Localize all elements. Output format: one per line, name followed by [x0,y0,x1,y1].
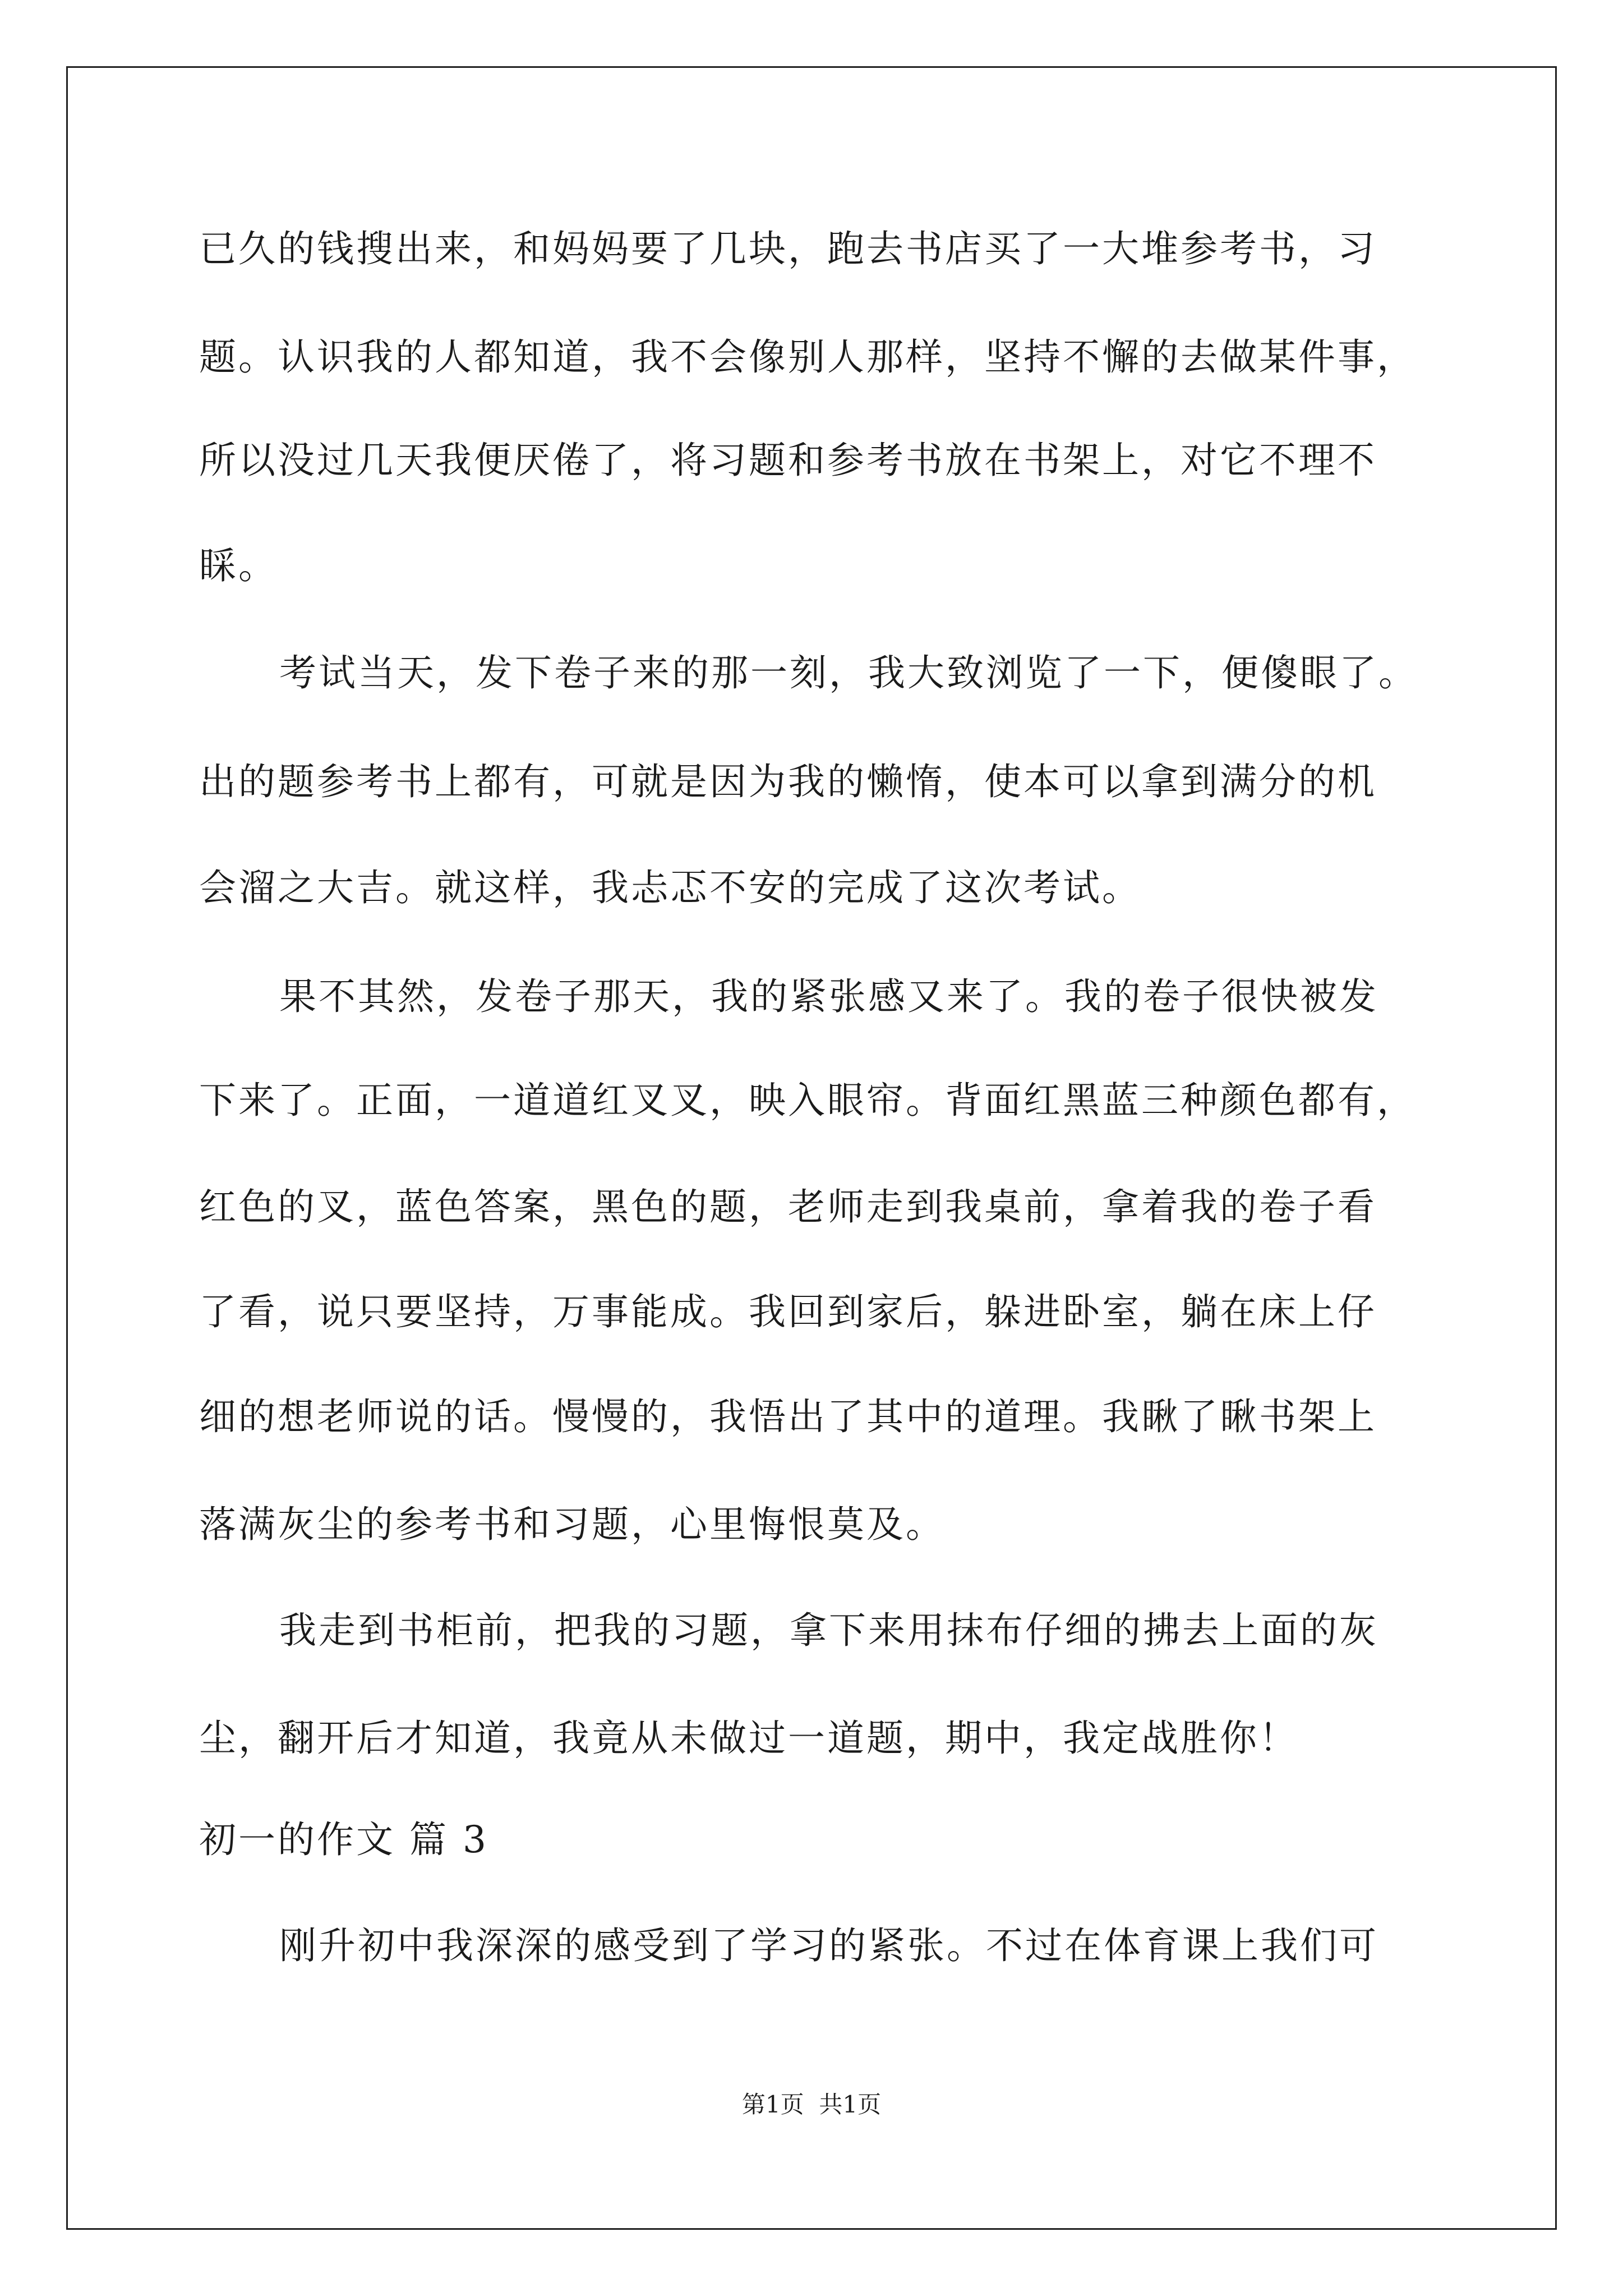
paragraph-first-line: 我走到书柜前，把我的习题，拿下来用抹布仔细的拂去上面的灰 [279,1609,1378,1652]
text-line: 尘，翻开后才知道，我竟从未做过一道题，期中，我定战胜你！ [199,1717,1298,1760]
paragraph-first-line: 刚升初中我深深的感受到了学习的紧张。不过在体育课上我们可 [279,1924,1378,1967]
text-line: 红色的叉，蓝色答案，黑色的题，老师走到我桌前，拿着我的卷子看 [199,1185,1377,1228]
text-line: 所以没过几天我便厌倦了，将习题和参考书放在书架上，对它不理不 [199,439,1377,482]
section-heading: 初一的作文 篇 3 [199,1818,488,1861]
text-line: 下来了。正面，一道道红叉叉，映入眼帘。背面红黑蓝三种颜色都有， [199,1079,1416,1122]
text-line: 了看，说只要坚持，万事能成。我回到家后，躲进卧室，躺在床上仔 [199,1290,1377,1333]
text-line: 会溜之大吉。就这样，我忐忑不安的完成了这次考试。 [199,866,1141,909]
text-line: 题。认识我的人都知道，我不会像别人那样，坚持不懈的去做某件事， [199,335,1416,379]
page-footer: 第1页 共1页 [741,2091,882,2118]
page-border [66,66,1557,2230]
text-line: 落满灰尘的参考书和习题，心里悔恨莫及。 [199,1503,945,1546]
text-line: 细的想老师说的话。慢慢的，我悟出了其中的道理。我瞅了瞅书架上 [199,1395,1377,1438]
paragraph-first-line: 果不其然，发卷子那天，我的紧张感又来了。我的卷子很快被发 [279,975,1378,1018]
text-line: 睬。 [199,544,278,587]
paragraph-first-line: 考试当天，发下卷子来的那一刻，我大致浏览了一下，便傻眼了。 [279,651,1418,694]
text-line: 出的题参考书上都有，可就是因为我的懒惰，使本可以拿到满分的机 [199,760,1377,803]
text-line: 已久的钱搜出来，和妈妈要了几块，跑去书店买了一大堆参考书，习 [199,227,1377,270]
